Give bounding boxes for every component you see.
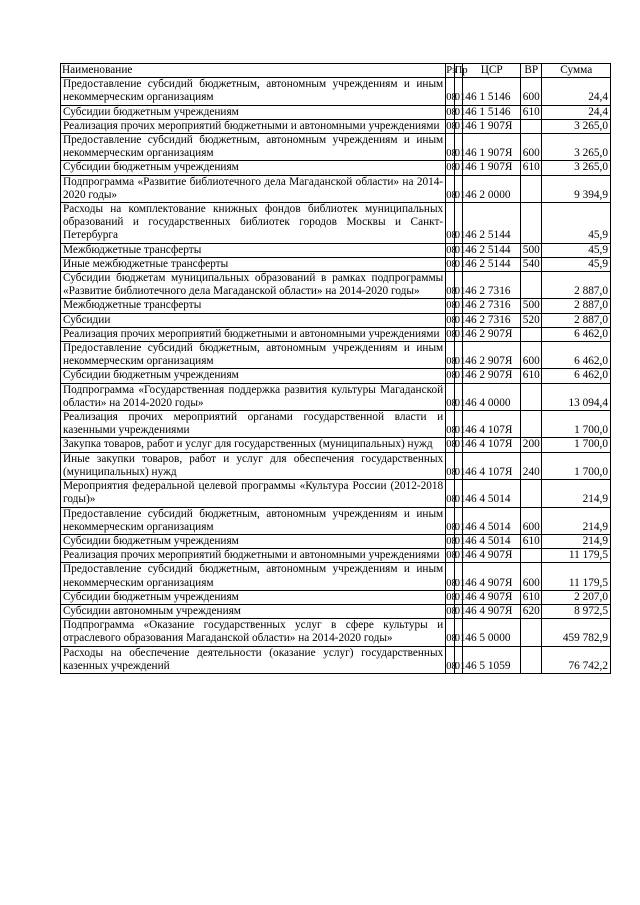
cell-sum: 1 700,0 [542,438,611,452]
cell-name: Межбюджетные трансферты [61,299,446,313]
cell-name: Реализация прочих мероприятий бюджетными и автономными учреждениями [61,549,446,563]
cell-csr: 46 1 907Я [463,134,521,161]
cell-name: Реализация прочих мероприятий бюджетными и автономными учреждениями [61,119,446,133]
cell-sum: 6 462,0 [542,369,611,383]
cell-pr: 01 [454,120,466,132]
cell-pr: 01 [454,244,466,256]
cell-pr: 01 [454,106,466,118]
cell-csr: 46 2 7316 [463,313,521,327]
cell-name: Иные межбюджетные трансферты [61,257,446,271]
cell-pr: 01 [454,535,466,547]
table-row [61,604,611,618]
cell-name: Реализация прочих мероприятий органами государственной власти и казенными учреждениями [61,411,446,438]
cell-sum: 6 462,0 [542,342,611,369]
cell-rz: 08 [446,550,457,562]
cell-pr: 01 [454,550,466,562]
cell-vr [521,119,542,133]
cell-sum: 214,9 [542,480,611,507]
cell-pr: 01 [454,383,463,410]
cell-name: Предоставление субсидий бюджетным, автономным учреждениям и иным некоммерческим организациям [61,563,446,590]
table-row [61,549,611,563]
cell-vr [521,411,542,438]
cell-pr: 01 [454,175,463,202]
cell-sum: 11 179,5 [542,549,611,563]
cell-csr: 46 4 107Я [463,438,521,452]
cell-sum: 8 972,5 [542,604,611,618]
cell-pr: 01 [454,342,463,369]
cell-sum: 24,4 [542,105,611,119]
cell-sum: 214,9 [542,507,611,534]
cell-rz: 08 [446,300,457,312]
table-row [61,105,611,119]
cell-rz: 08 [446,203,455,244]
cell-vr: 600 [521,563,542,590]
cell-csr: 46 2 5144 [463,257,521,271]
cell-name: Межбюджетные трансферты [61,243,446,257]
cell-rz: 08 [446,272,455,299]
cell-name: Мероприятия федеральной целевой программы «Культура России (2012-2018 годы)» [61,480,446,507]
cell-name: Подпрограмма «Развитие библиотечного дела Магаданской области» на 2014-2020 годы» [61,175,446,202]
header-sum: Сумма [542,64,611,78]
header-pr: Пр [454,65,468,76]
cell-pr: 01 [454,134,463,161]
cell-vr: 600 [521,134,542,161]
table-row [61,327,611,341]
cell-vr: 610 [521,369,542,383]
table-row [61,119,611,133]
cell-pr: 01 [454,507,463,534]
cell-rz: 08 [446,619,455,646]
cell-rz: 08 [446,120,457,132]
table-row [61,646,611,673]
cell-pr: 01 [454,591,466,603]
cell-vr: 610 [521,105,542,119]
table-row [61,78,611,105]
cell-csr: 46 5 1059 [463,646,521,673]
cell-sum: 11 179,5 [542,563,611,590]
cell-name: Субсидии бюджетным учреждениям [61,534,446,548]
cell-sum: 459 782,9 [542,619,611,646]
cell-name: Предоставление субсидий бюджетным, автономным учреждениям и иным некоммерческим организациям [61,134,446,161]
table-row [61,534,611,548]
table-row [61,563,611,590]
cell-pr: 01 [454,411,463,438]
cell-csr: 46 4 907Я [463,563,521,590]
cell-vr: 540 [521,257,542,271]
table-row [61,299,611,313]
table-row [61,438,611,452]
cell-name: Субсидии бюджетным учреждениям [61,105,446,119]
table-header-row [61,64,611,78]
table-body [61,78,611,674]
table-row [61,480,611,507]
cell-rz: 08 [446,480,455,507]
cell-vr [521,549,542,563]
cell-name: Закупка товаров, работ и услуг для государственных (муниципальных) нужд [61,438,446,452]
cell-rz: 08 [446,563,455,590]
cell-pr: 01 [454,605,466,617]
cell-pr: 01 [454,258,466,270]
cell-vr: 500 [521,243,542,257]
cell-name: Расходы на обеспечение деятельности (оказание услуг) государственных казенных учреждений [61,646,446,673]
cell-pr: 01 [454,452,463,479]
cell-vr: 610 [521,161,542,175]
cell-rz: 08 [446,507,455,534]
cell-sum: 6 462,0 [542,327,611,341]
cell-name: Предоставление субсидий бюджетным, автономным учреждениям и иным некоммерческим организациям [61,507,446,534]
cell-rz: 08 [446,591,457,603]
cell-csr: 46 2 5144 [463,203,521,244]
cell-vr [521,203,542,244]
cell-vr: 200 [521,438,542,452]
cell-name: Субсидии бюджетным учреждениям [61,369,446,383]
table-row [61,161,611,175]
cell-vr [521,327,542,341]
cell-csr: 46 5 0000 [463,619,521,646]
cell-name: Субсидии бюджетам муниципальных образований в рамках подпрограммы «Развитие библиотечного дела Магаданской области» на 2014-2020 годы» [61,272,446,299]
cell-pr: 01 [454,328,466,340]
cell-name: Предоставление субсидий бюджетным, автономным учреждениям и иным некоммерческим организациям [61,342,446,369]
cell-rz: 08 [446,452,455,479]
cell-csr: 46 1 907Я [463,119,521,133]
cell-pr: 01 [454,563,463,590]
table-row [61,203,611,244]
cell-rz: 08 [446,328,457,340]
table-row [61,507,611,534]
cell-vr [521,480,542,507]
cell-vr: 610 [521,590,542,604]
header-vr: ВР [521,64,542,78]
cell-csr: 46 4 5014 [463,480,521,507]
cell-csr: 46 2 907Я [463,327,521,341]
table-row [61,619,611,646]
cell-csr: 46 1 5146 [463,78,521,105]
cell-vr: 600 [521,507,542,534]
cell-csr: 46 4 107Я [463,411,521,438]
cell-csr: 46 4 907Я [463,590,521,604]
table-row [61,243,611,257]
cell-name: Иные закупки товаров, работ и услуг для обеспечения государственных (муниципальных) нужд [61,452,446,479]
cell-csr: 46 4 107Я [463,452,521,479]
cell-sum: 2 207,0 [542,590,611,604]
cell-rz: 08 [446,314,457,326]
table-row [61,313,611,327]
cell-pr: 01 [454,646,463,673]
cell-pr: 01 [454,619,463,646]
cell-sum: 1 700,0 [542,452,611,479]
cell-sum: 9 394,9 [542,175,611,202]
cell-pr: 01 [454,203,463,244]
cell-rz: 08 [446,383,455,410]
cell-name: Реализация прочих мероприятий бюджетными и автономными учреждениями [61,327,446,341]
cell-sum: 45,9 [542,243,611,257]
cell-rz: 08 [446,162,457,174]
cell-csr: 46 4 907Я [463,604,521,618]
cell-rz: 08 [446,370,457,382]
cell-name: Субсидии автономным учреждениям [61,604,446,618]
table-row [61,452,611,479]
cell-rz: 08 [446,175,455,202]
cell-csr: 46 4 0000 [463,383,521,410]
cell-pr: 01 [454,162,466,174]
cell-pr: 01 [454,314,466,326]
header-name: Наименование [61,64,446,78]
header-rz: Рз [446,65,457,76]
cell-name: Подпрограмма «Государственная поддержка развития культуры Магаданской области» на 2014-2020 годы» [61,383,446,410]
cell-pr: 01 [454,272,463,299]
cell-sum: 76 742,2 [542,646,611,673]
cell-sum: 3 265,0 [542,134,611,161]
cell-csr: 46 4 5014 [463,534,521,548]
cell-vr: 520 [521,313,542,327]
cell-vr [521,272,542,299]
cell-csr: 46 4 907Я [463,549,521,563]
cell-sum: 3 265,0 [542,119,611,133]
cell-csr: 46 1 5146 [463,105,521,119]
cell-sum: 13 094,4 [542,383,611,410]
cell-rz: 08 [446,439,457,451]
cell-rz: 08 [446,78,455,105]
cell-csr: 46 2 907Я [463,369,521,383]
cell-name: Подпрограмма «Оказание государственных услуг в сфере культуры и отраслевого образования Магаданской области» на 2014-2020 годы» [61,619,446,646]
cell-csr: 46 2 0000 [463,175,521,202]
cell-csr: 46 1 907Я [463,161,521,175]
cell-pr: 01 [454,439,466,451]
table-row [61,134,611,161]
cell-vr [521,175,542,202]
cell-vr [521,383,542,410]
cell-pr: 01 [454,370,466,382]
budget-table [60,63,611,674]
cell-name: Субсидии бюджетным учреждениям [61,590,446,604]
cell-sum: 45,9 [542,257,611,271]
cell-rz: 08 [446,646,455,673]
cell-vr: 610 [521,534,542,548]
table-row [61,369,611,383]
cell-vr: 240 [521,452,542,479]
cell-csr: 46 4 5014 [463,507,521,534]
cell-rz: 08 [446,342,455,369]
cell-rz: 08 [446,535,457,547]
cell-sum: 2 887,0 [542,299,611,313]
cell-csr: 46 2 7316 [463,272,521,299]
table-row [61,411,611,438]
cell-vr: 500 [521,299,542,313]
table-row [61,272,611,299]
cell-sum: 3 265,0 [542,161,611,175]
cell-csr: 46 2 5144 [463,243,521,257]
table-row [61,175,611,202]
table-row [61,342,611,369]
table-row [61,257,611,271]
cell-vr [521,619,542,646]
cell-vr: 600 [521,342,542,369]
cell-rz: 08 [446,134,455,161]
table-row [61,590,611,604]
cell-pr: 01 [454,480,463,507]
cell-pr: 01 [454,78,463,105]
cell-name: Расходы на комплектование книжных фондов библиотек муниципальных образований и государственных библиотек городов Москвы и Санкт-Петербурга [61,203,446,244]
cell-sum: 24,4 [542,78,611,105]
cell-vr: 600 [521,78,542,105]
cell-name: Субсидии [61,313,446,327]
cell-sum: 45,9 [542,203,611,244]
cell-rz: 08 [446,106,457,118]
cell-name: Субсидии бюджетным учреждениям [61,161,446,175]
cell-rz: 08 [446,411,455,438]
cell-sum: 2 887,0 [542,272,611,299]
cell-rz: 08 [446,258,457,270]
cell-csr: 46 2 907Я [463,342,521,369]
cell-sum: 1 700,0 [542,411,611,438]
header-csr: ЦСР [463,64,521,78]
cell-name: Предоставление субсидий бюджетным, автономным учреждениям и иным некоммерческим организациям [61,78,446,105]
cell-csr: 46 2 7316 [463,299,521,313]
cell-rz: 08 [446,605,457,617]
cell-vr: 620 [521,604,542,618]
cell-rz: 08 [446,244,457,256]
cell-vr [521,646,542,673]
table-row [61,383,611,410]
cell-pr: 01 [454,300,466,312]
cell-sum: 214,9 [542,534,611,548]
cell-sum: 2 887,0 [542,313,611,327]
